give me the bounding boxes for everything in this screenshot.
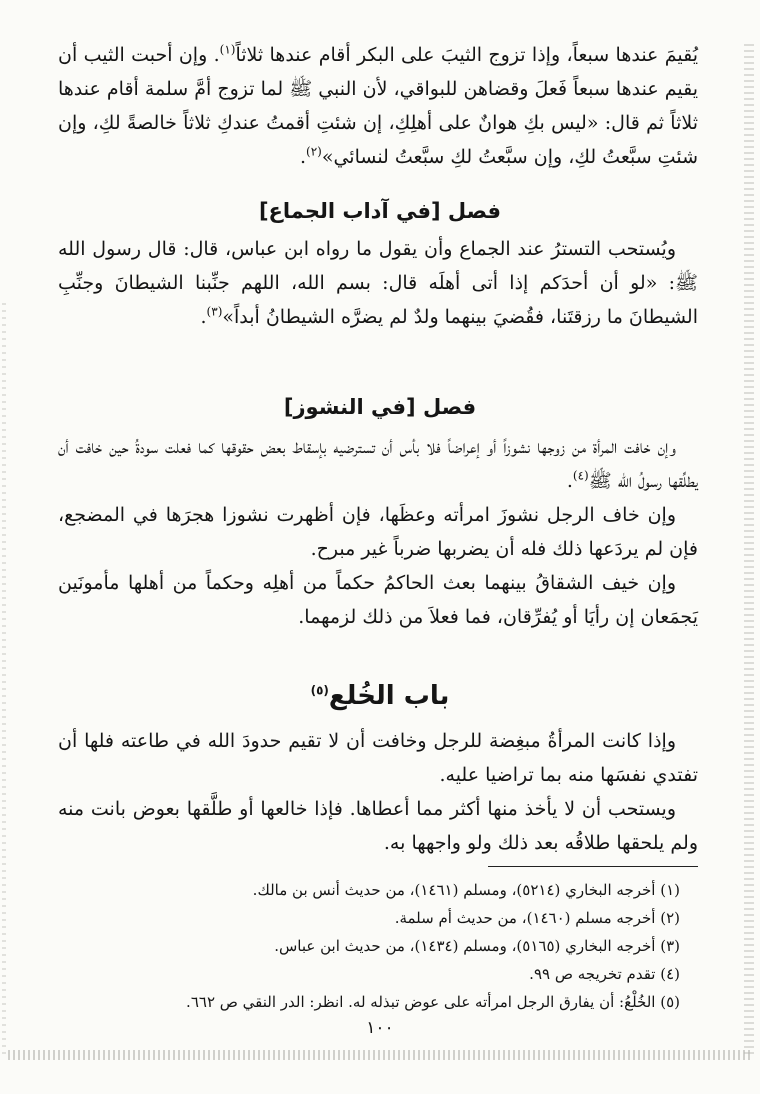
footnote-separator: [488, 866, 698, 867]
paragraph-nushuz-husband: وإن خاف الرجل نشوزَ امرأته وعظَها، فإن أظهرت نشوزا هجرَها في المضجع، فإن لم يردَعها ذلك فله أن يضربها ضرباً غير مبرح.: [58, 504, 698, 560]
paragraph-text: .: [299, 146, 306, 168]
footnote-ref[interactable]: (١): [219, 42, 236, 57]
paragraph-text: .: [566, 470, 573, 492]
paragraph-intro: [58, 38, 698, 174]
footnote-item: (١) أخرجه البخاري (٥٢١٤)، ومسلم (١٤٦١)، من حديث أنس بن مالك.: [252, 881, 680, 899]
paragraph-khul: وإذا كانت المرأةُ مبغِضة للرجل وخافت أن لا تقيم حدودَ الله في طاعته فلها أن تفتدي نفسَها منه بما تراضيا عليه.: [58, 730, 698, 786]
footnote-item: (٤) تقدم تخريجه ص ٩٩.: [529, 965, 680, 983]
paragraph-shiqaq: وإن خيف الشقاقُ بينهما بعث الحاكمُ حكماً من أهلِه وحكماً من أهلها مأمونَين يَجمَعان إن رأيَا أو يُفرِّقان، فما فعلاَ من ذلك لزمهما.: [58, 572, 698, 628]
chapter-title: باب الخُلع: [328, 681, 450, 711]
paragraph-text: ويُستحب التسترُ عند الجماع وأن يقول ما رواه ابن عباس، قال: قال رسول الله ﷺ: «لو أن أحدَكم إذا أتى أهلَه قال: بسم الله، اللهم جنِّبنا الشيطانَ وجنِّبِ الشيطانَ ما رزقتَنا، فقُضيَ بينهما ولدٌ لم يضرَّه الشيطانُ أبداً»: [58, 238, 698, 328]
footnotes: [80, 876, 680, 1016]
footnote-ref[interactable]: (٤): [572, 468, 589, 483]
page-edge-ornament: [744, 40, 754, 1054]
footnote-item: (٥) الخُلْعُ: أن يفارق الرجل امرأته على عوض تبذله له. انظر: الدر النقي ص ٦٦٢.: [186, 993, 680, 1011]
paragraph-khul-recommend: ويستحب أن لا يأخذ منها أكثر مما أعطاها. فإذا خالعها أو طلَّقها بعوض بانت منه ولم يلحقها طلاقُه بعد ذلك ولو واجهها به.: [58, 798, 698, 854]
footnote-item: (٢) أخرجه مسلم (١٤٦٠)، من حديث أم سلمة.: [394, 909, 680, 927]
footnote-ref[interactable]: (٣): [206, 304, 223, 319]
page-number: ١٠٠: [366, 1018, 394, 1038]
paragraph-nushuz-wife: [58, 430, 698, 498]
footnote-ref[interactable]: (٢): [306, 144, 322, 159]
footnote-ref[interactable]: (٥): [310, 683, 329, 698]
section-heading: فصل [في آداب الجماع]: [258, 199, 502, 223]
paragraph-text: يُقيمَ عندها سبعاً، وإذا تزوج الثيبَ على البكر أقام عندها ثلاثاً: [235, 44, 698, 66]
paragraph-text: .: [200, 306, 207, 328]
page-bottom-ornament: [8, 1050, 752, 1060]
section-heading: فصل [في النشوز]: [283, 395, 477, 419]
chapter-heading: [0, 678, 760, 714]
paragraph-text: . وإن أحبت الثيب أن يقيم عندها سبعاً فَعلَ وقضاهن للبواقي، لأن النبي ﷺ لما تزوج أمَّ سلمة أقام عندها ثلاثاً ثم قال: «ليس بكِ هوانٌ على أهلِكِ، إن شئتِ أقمتُ عندكِ ثلاثاً خالصةً لكِ، وإن شئتِ سبَّعتُ لكِ، وإن سبَّعتُ لكِ سبَّعتُ لنسائي»: [58, 44, 698, 168]
footnote-item: (٣) أخرجه البخاري (٥١٦٥)، ومسلم (١٤٣٤)، من حديث ابن عباس.: [274, 937, 680, 955]
paragraph-text: وإن خافت المرأة من زوجها نشوزاً أو إعراضاً فلا بأس أن تسترضيه بإسقاط بعض حقوقها كما فعلت سودةُ حين خافت أن يطلِّقها رسولُ الله ﷺ: [58, 436, 698, 492]
paragraph-intercourse: [58, 232, 698, 334]
